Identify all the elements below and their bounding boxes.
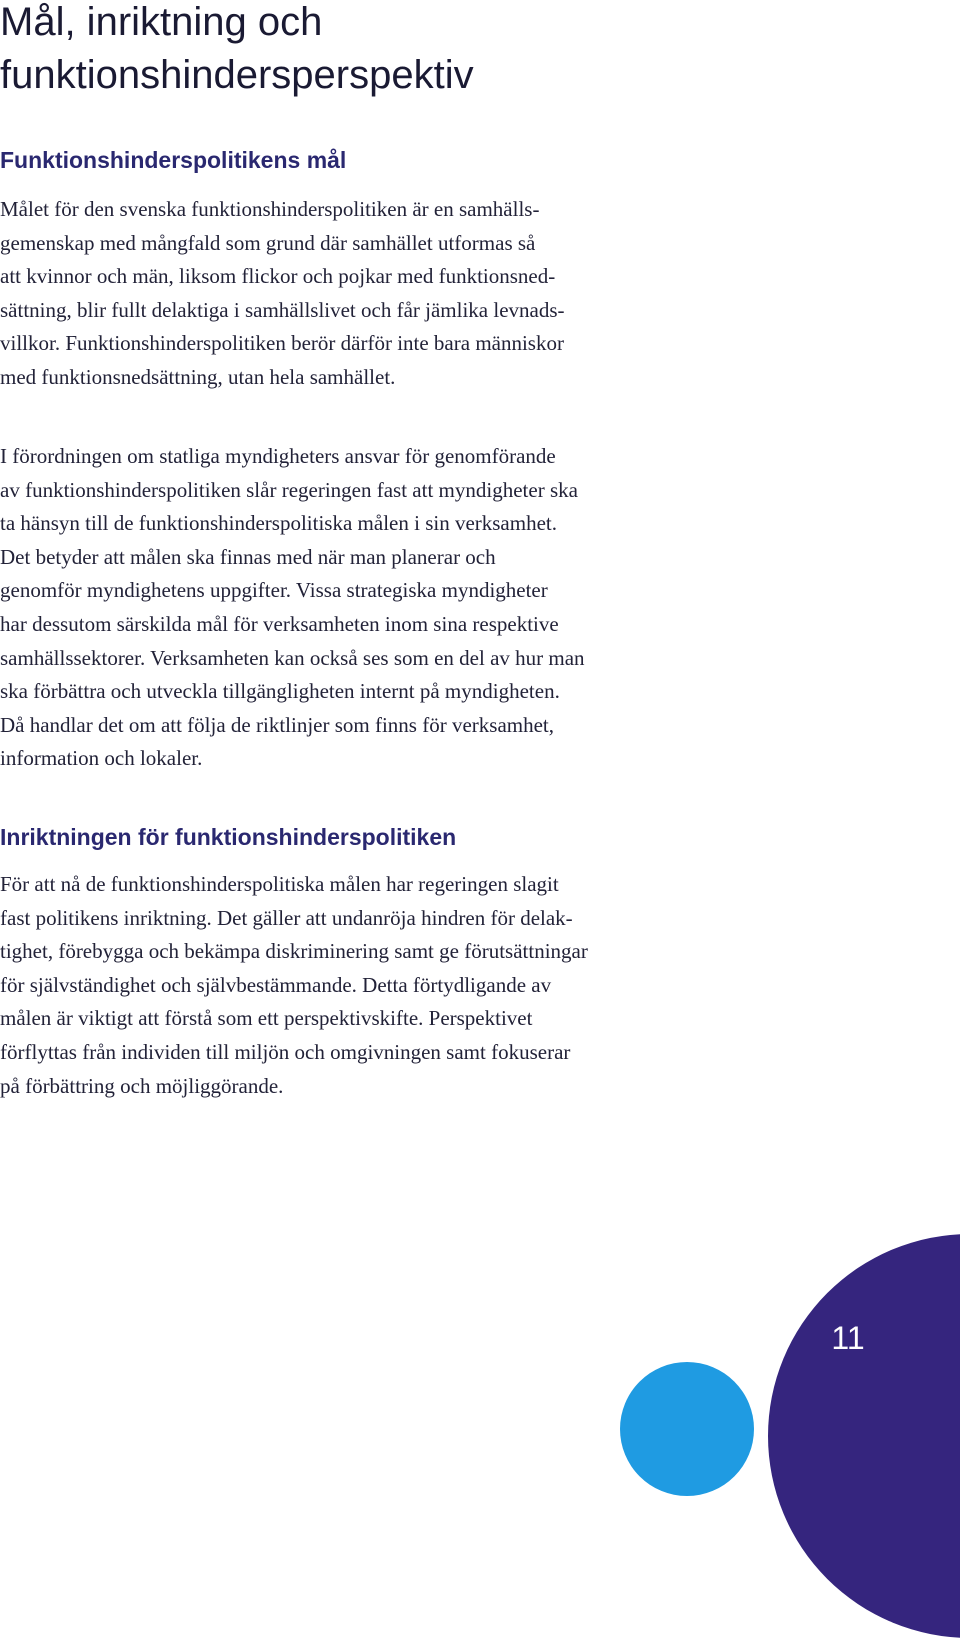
decorative-circle-light <box>620 1362 754 1496</box>
section-heading-goals: Funktionshinderspolitikens mål <box>0 147 347 173</box>
text-line: villkor. Funktionshinderspolitiken berör därför inte bara människor <box>0 331 564 356</box>
page-title-line: Mål, inriktning och <box>0 0 323 44</box>
text-line: tighet, förebygga och bekämpa diskriminering samt ge förutsättningar <box>0 939 588 964</box>
text-line: genomför myndighetens uppgifter. Vissa strategiska myndigheter <box>0 578 548 603</box>
decorative-circle-dark <box>768 1234 960 1638</box>
text-line: förflyttas från individen till miljön och omgivningen samt fokuserar <box>0 1039 571 1064</box>
direction-paragraph <box>0 868 588 1103</box>
text-line: har dessutom särskilda mål för verksamheten inom sina respektive <box>0 611 559 636</box>
text-line: på förbättring och möjliggörande. <box>0 1073 284 1098</box>
text-line: att kvinnor och män, liksom flickor och pojkar med funktionsned- <box>0 264 556 289</box>
text-line: Målet för den svenska funktionshinderspolitiken är en samhälls- <box>0 197 540 221</box>
section-heading-direction: Inriktningen för funktionshinderspolitiken <box>0 824 457 850</box>
text-line: I förordningen om statliga myndigheters ansvar för genomförande <box>0 444 556 468</box>
page-title <box>0 0 940 102</box>
text-line: sättning, blir fullt delaktiga i samhällslivet och får jämlika levnads- <box>0 297 565 322</box>
text-line: ta hänsyn till de funktionshinderspolitiska målen i sin verksamhet. <box>0 511 557 536</box>
text-line: av funktionshinderspolitiken slår regeringen fast att myndigheter ska <box>0 477 578 502</box>
text-line: målen är viktigt att förstå som ett perspektivskifte. Perspektivet <box>0 1006 533 1031</box>
goals-paragraph-1 <box>0 193 565 395</box>
page-number: 11 <box>831 1320 865 1356</box>
text-line: med funktionsnedsättning, utan hela samhället. <box>0 364 396 389</box>
goals-paragraph-2 <box>0 440 585 776</box>
text-line: Det betyder att målen ska finnas med när man planerar och <box>0 544 496 569</box>
text-line: fast politikens inriktning. Det gäller att undanröja hindren för delak- <box>0 905 573 930</box>
text-line: ska förbättra och utveckla tillgängligheten internt på myndigheten. <box>0 679 560 704</box>
text-line: information och lokaler. <box>0 746 203 771</box>
text-line: gemenskap med mångfald som grund där samhället utformas så <box>0 230 536 255</box>
text-line: samhällssektorer. Verksamheten kan också ses som en del av hur man <box>0 645 585 670</box>
text-line: För att nå de funktionshinderspolitiska målen har regeringen slagit <box>0 872 559 896</box>
text-line: Då handlar det om att följa de riktlinjer som finns för verksamhet, <box>0 712 555 737</box>
text-line: för självständighet och självbestämmande. Detta förtydligande av <box>0 972 552 997</box>
page-title-line: funktionshindersperspektiv <box>0 53 474 97</box>
